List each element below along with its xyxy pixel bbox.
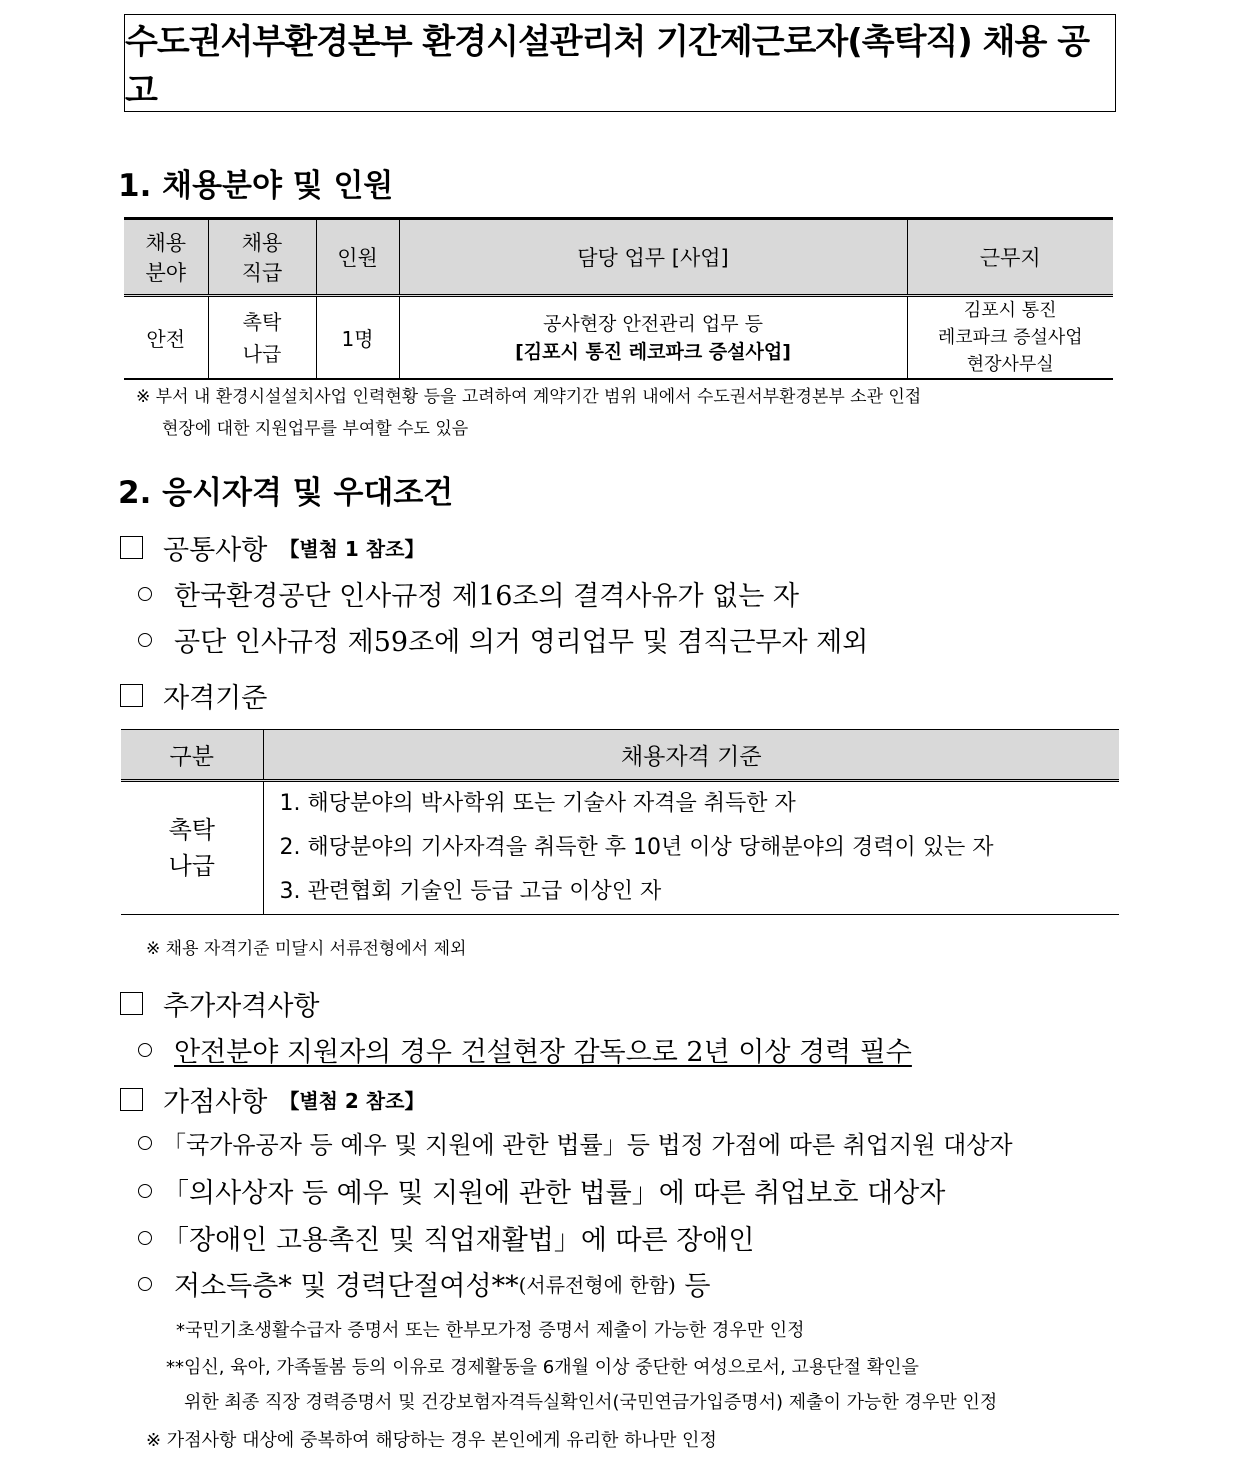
section2-heading: 2. 응시자격 및 우대조건 [118, 475, 454, 511]
cell-location: 김포시 통진 레코파크 증설사업 현장사무실 [907, 296, 1113, 380]
circle-bullet-icon [138, 587, 152, 601]
section1-note: ※ 부서 내 환경시설설치사업 인력현황 등을 고려하여 계약기간 범위 내에서 수도권서부환경본부 소관 인접 [136, 387, 922, 407]
circle-bullet-icon [138, 1277, 152, 1291]
cell-duty: 공사현장 안전관리 업무 등 [김포시 통진 레코파크 증설사업] [399, 296, 907, 380]
announcement-title-box [124, 14, 1116, 112]
checkbox-square-icon [120, 684, 143, 707]
list-item: 「의사상자 등 예우 및 지원에 관한 법률」에 따른 취업보호 대상자 [138, 1171, 945, 1210]
footnote-career-break: **임신, 육아, 가족돌봄 등의 이유로 경제활동을 6개월 이상 중단한 여성으로서, 고용단절 확인을 [166, 1357, 919, 1378]
circle-bullet-icon [138, 1043, 152, 1057]
circle-bullet-icon [138, 633, 152, 647]
section1-note-cont: 현장에 대한 지원업무를 부여할 수도 있음 [162, 419, 469, 439]
col-criteria: 채용자격 기준 [263, 730, 1119, 781]
col-count: 인원 [316, 219, 399, 296]
footnote-low-income: *국민기초생활수급자 증명서 또는 한부모가정 증명서 제출이 가능한 경우만 인정 [176, 1320, 805, 1341]
checkbox-square-icon [120, 1088, 143, 1111]
cell-grade: 촉탁 나급 [208, 296, 316, 380]
criteria-table [121, 729, 1119, 915]
list-item: 공단 인사규정 제59조에 의거 영리업무 및 겸직근무자 제외 [138, 620, 868, 659]
additional-heading: 추가자격사항 [120, 984, 320, 1023]
announcement-title: 수도권서부환경본부 환경시설관리처 기간제근로자(촉탁직) 채용 공고 [125, 22, 1090, 111]
col-field: 채용 분야 [124, 219, 208, 296]
bonus-heading: 가점사항 【별첨 2 참조】 [120, 1080, 424, 1119]
criteria-note: ※ 채용 자격기준 미달시 서류전형에서 제외 [146, 939, 467, 959]
table-row [124, 296, 1113, 380]
criteria-heading: 자격기준 [120, 676, 267, 715]
col-grade: 채용 직급 [208, 219, 316, 296]
bonus-note: ※ 가점사항 대상에 중복하여 해당하는 경우 본인에게 유리한 하나만 인정 [146, 1430, 717, 1451]
circle-bullet-icon [138, 1231, 152, 1245]
cell-count: 1명 [316, 296, 399, 380]
col-location: 근무지 [907, 219, 1113, 296]
cell-criteria: 1. 해당분야의 박사학위 또는 기술사 자격을 취득한 자 2. 해당분야의 기사자격을 취득한 후 10년 이상 당해분야의 경력이 있는 자 3. 관련협회 기술인 등급 고급 이상인 자 [263, 781, 1119, 915]
list-item: 「장애인 고용촉진 및 직업재활법」에 따른 장애인 [138, 1218, 754, 1257]
circle-bullet-icon [138, 1136, 152, 1150]
cell-field: 안전 [124, 296, 208, 380]
section1-heading: 1. 채용분야 및 인원 [118, 168, 394, 204]
footnote-career-break-cont: 위한 최종 직장 경력증명서 및 건강보험자격득실확인서(국민연금가입증명서) 제출이 가능한 경우만 인정 [184, 1392, 998, 1413]
list-item: 한국환경공단 인사규정 제16조의 결격사유가 없는 자 [138, 574, 799, 613]
checkbox-square-icon [120, 536, 143, 559]
col-duty: 담당 업무 [사업] [399, 219, 907, 296]
table-row [121, 781, 1119, 915]
list-item: 안전분야 지원자의 경우 건설현장 감독으로 2년 이상 경력 필수 [138, 1030, 912, 1069]
circle-bullet-icon [138, 1184, 152, 1198]
cell-grade: 촉탁 나급 [121, 781, 263, 915]
common-heading: 공통사항 【별첨 1 참조】 [120, 528, 424, 567]
list-item: 「국가유공자 등 예우 및 지원에 관한 법률」등 법정 가점에 따른 취업지원 대상자 [138, 1125, 1013, 1160]
list-item: 저소득층* 및 경력단절여성** (서류전형에 한함) 등 [138, 1264, 710, 1303]
checkbox-square-icon [120, 992, 143, 1015]
col-category: 구분 [121, 730, 263, 781]
recruitment-table [124, 217, 1113, 380]
